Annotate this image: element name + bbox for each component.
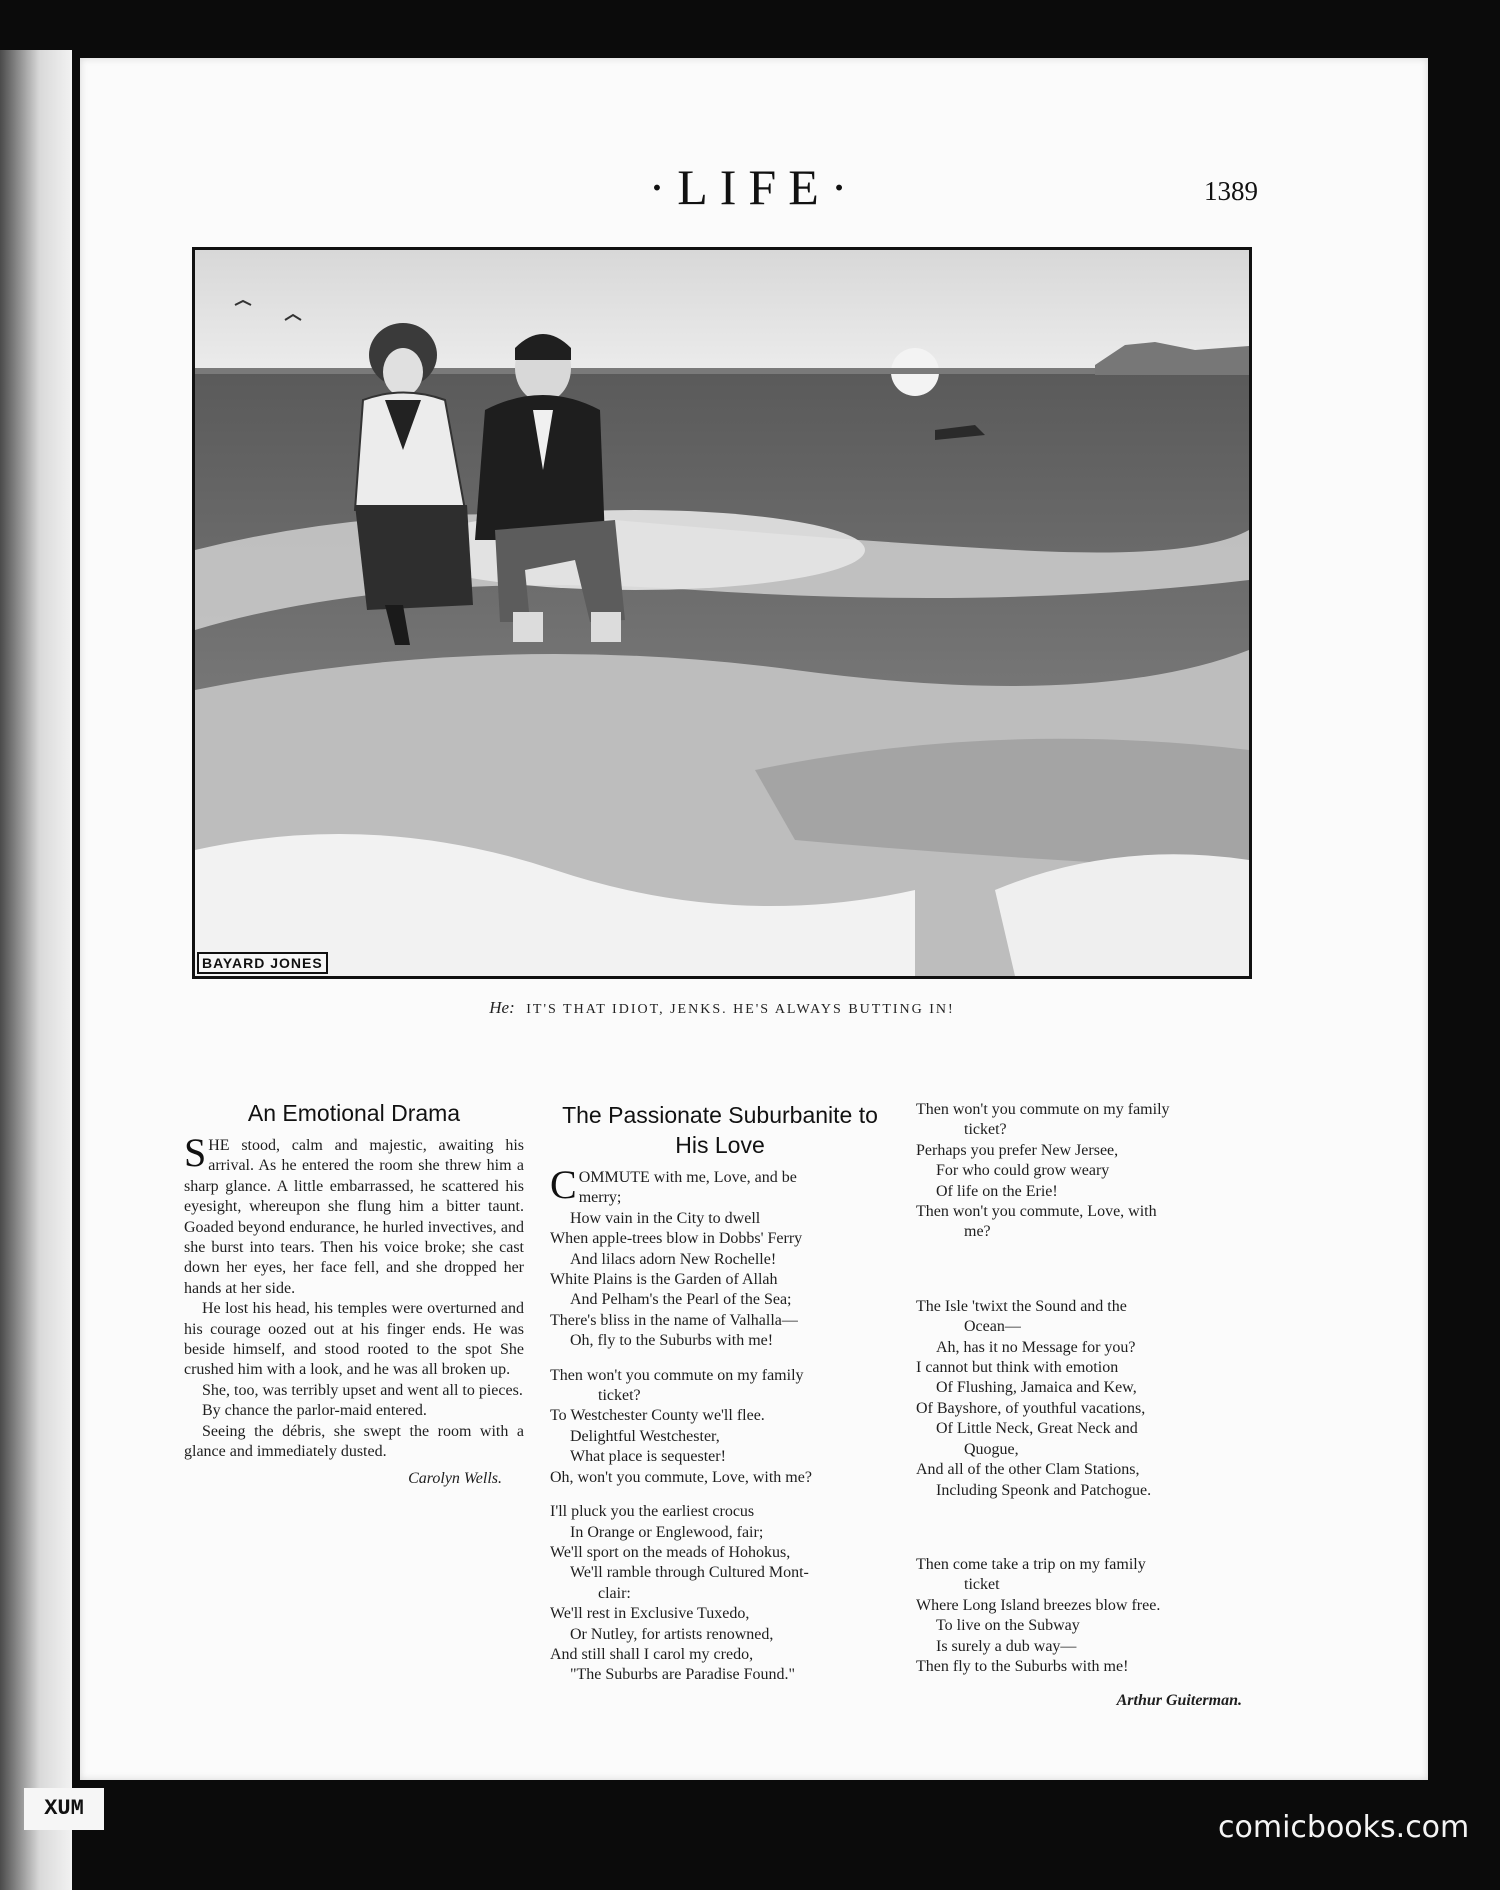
poem-author: Arthur Guiterman. [1116,1692,1242,1710]
poem-column-2 [916,1100,1256,1712]
poem-line: ticket [964,1576,1000,1594]
masthead: ·LIFE· [648,159,860,215]
poem-line: What place is sequester! [570,1448,726,1466]
poem-line: Of Bayshore, of youthful vacations, [916,1399,1146,1417]
illustration-caption [192,998,1252,1018]
poem-line: We'll ramble through Cultured Mont- [570,1564,809,1582]
poem-line: Of Flushing, Jamaica and Kew, [936,1379,1137,1397]
sand-mound [405,510,865,590]
poem-line: Of Little Neck, Great Neck and [936,1420,1138,1438]
poem-title: The Passionate Suburbanite to His Love [562,1102,878,1158]
poem-line: How vain in the City to dwell [570,1209,761,1227]
poem-line: When apple-trees blow in Dobbs' Ferry [550,1230,803,1248]
binding-spine [0,50,72,1890]
poem-line: Including Speonk and Patchogue. [936,1481,1152,1499]
scan-tag: XUM [24,1788,104,1830]
poem-line: Or Nutley, for artists renowned, [570,1625,774,1643]
poem-line: There's bliss in the name of Valhalla— [550,1311,798,1329]
artist-signature: BAYARD JONES [197,952,328,974]
poem-line: To Westchester County we'll flee. [550,1407,765,1425]
beach-scene-drawing [195,250,1249,976]
caption-speaker: He: [489,998,515,1017]
poem-line: We'll sport on the meads of Hohokus, [550,1543,791,1561]
poem-line: Then won't you commute, Love, with [916,1203,1157,1221]
poem-line: To live on the Subway [936,1617,1080,1635]
sky [195,250,1249,375]
poem-line: clair: [598,1584,631,1602]
poem-stanza [916,1297,1256,1501]
poem-line: And lilacs adorn New Rochelle! [570,1250,777,1268]
story-paragraph: He lost his head, his temples were overturned and his courage oozed out at his finger ends. He was beside himself, and stood rooted to the spot She crushed him with a look, and he was all broken up. [184,1300,524,1379]
site-watermark: comicbooks.com [1218,1810,1470,1845]
poem-stanzas-2 [916,1100,1256,1677]
poem-line: ticket? [964,1121,1007,1139]
poem-stanza [550,1502,890,1686]
poem-line: merry; [578,1189,622,1207]
story-title: An Emotional Drama [247,1100,461,1126]
beach-illustration [192,247,1252,979]
poem-line: Delightful Westchester, [570,1427,720,1445]
story-paragraph: By chance the parlor-maid entered. [202,1402,427,1420]
poem-line: And Pelham's the Pearl of the Sea; [570,1291,792,1309]
poem-line: "The Suburbs are Paradise Found." [570,1666,796,1684]
poem-stanzas-1 [550,1162,890,1686]
page-number: 1389 [1204,176,1258,206]
poem-line: ticket? [598,1387,641,1405]
poem-line: Is surely a dub way— [936,1637,1077,1655]
story-author: Carolyn Wells. [408,1469,502,1487]
poem-line: White Plains is the Garden of Allah [550,1271,778,1289]
poem-dropcap: C [550,1162,577,1207]
caption-text: IT'S THAT IDIOT, JENKS. HE'S ALWAYS BUTTING IN! [526,1002,955,1017]
poem-stanza [550,1366,890,1488]
story-paragraph: She, too, was terribly upset and went all to pieces. [202,1381,523,1399]
poem-line: COMMUTE with me, Love, and be [550,1162,797,1207]
story-dropcap: S [184,1130,207,1175]
poem-line: Of life on the Erie! [936,1182,1058,1200]
magazine-page [80,58,1428,1780]
poem-line: Quogue, [964,1440,1019,1458]
poem-line: Then fly to the Suburbs with me! [916,1657,1129,1675]
poem-stanza [550,1162,890,1352]
poem-line: For who could grow weary [936,1162,1110,1180]
poem-line: In Orange or Englewood, fair; [570,1523,764,1541]
poem-line: Perhaps you prefer New Jersee, [916,1141,1119,1159]
story-column [184,1098,524,1489]
poem-line: Then won't you commute on my family [916,1101,1170,1118]
poem-line: Ah, has it no Message for you? [936,1338,1136,1356]
story-paragraph: Seeing the débris, she swept the room with a glance and immediately dusted. [184,1422,524,1461]
poem-line: And all of the other Clam Stations, [916,1461,1140,1479]
poem-line: Where Long Island breezes blow free. [916,1596,1161,1614]
poem-line: me? [964,1223,991,1241]
poem-column-1 [550,1100,890,1700]
poem-line: Oh, won't you commute, Love, with me? [550,1468,812,1486]
poem-stanza [916,1555,1256,1677]
poem-line: I'll pluck you the earliest crocus [550,1503,755,1521]
poem-line: Then come take a trip on my family [916,1555,1146,1573]
story-body [184,1130,524,1463]
poem-line: We'll rest in Exclusive Tuxedo, [550,1605,750,1623]
poem-line: The Isle 'twixt the Sound and the [916,1297,1127,1315]
poem-line: And still shall I carol my credo, [550,1645,754,1663]
poem-line: Ocean— [964,1318,1021,1336]
poem-line: Then won't you commute on my family [550,1366,804,1384]
poem-line: Oh, fly to the Suburbs with me! [570,1332,774,1350]
poem-stanza [916,1100,1256,1243]
poem-line: I cannot but think with emotion [916,1359,1119,1377]
story-paragraph: SHE stood, calm and majestic, awaiting his arrival. As he entered the room she threw him a sharp glance. A little embarrassed, he scattered his eyesight, whereupon she flung him a bitter taunt. Goaded beyond endurance, he hurled invectives, and she burst into tears. Then his voice broke; she cast down her eyes, her face fell, and she dropped her hands at her side. [184,1130,524,1297]
